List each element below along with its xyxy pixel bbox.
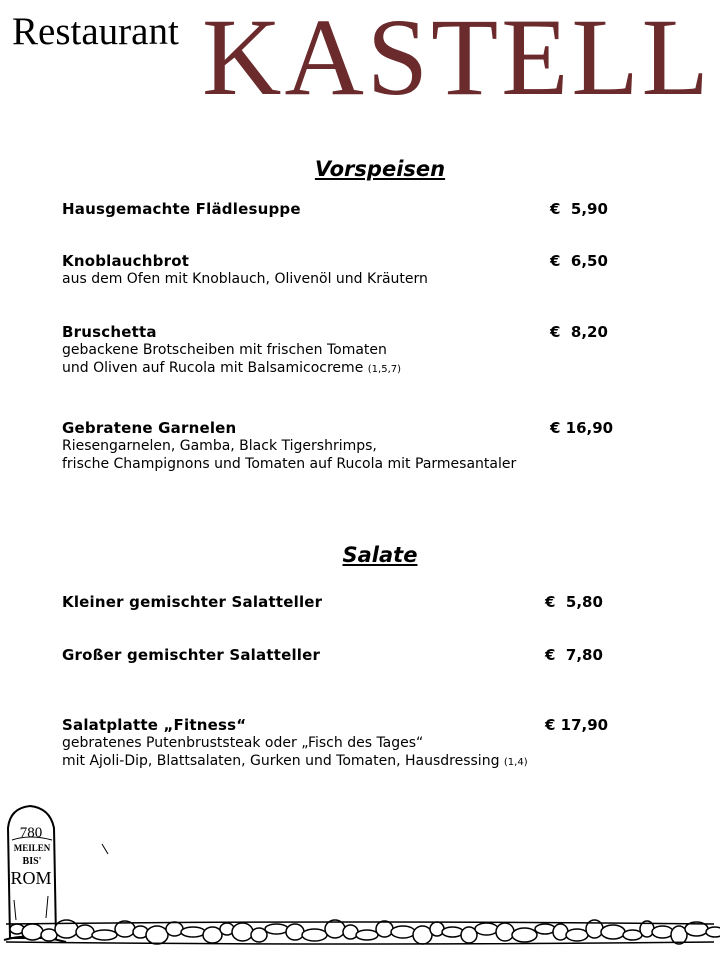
cobblestone <box>512 928 537 942</box>
menu-item <box>62 593 642 611</box>
item-price: € 17,90 <box>545 716 609 734</box>
cobblestone <box>356 930 378 940</box>
menu-item <box>62 200 642 218</box>
cobblestone <box>376 921 393 937</box>
item-description-text: und Oliven auf Rucola mit Balsamicocreme <box>62 360 364 376</box>
cobblestone <box>535 924 555 934</box>
brand-name: KASTELL <box>202 0 712 118</box>
cobblestone <box>302 929 327 941</box>
cobblestone <box>496 923 514 941</box>
menu-item <box>62 323 642 379</box>
cobblestone <box>265 924 288 934</box>
cobblestone <box>286 924 304 940</box>
menu-item <box>62 646 642 664</box>
section-title-salate: Salate <box>342 543 418 567</box>
cobblestone <box>166 922 183 936</box>
cobblestone <box>92 930 117 940</box>
cobblestone <box>623 930 642 940</box>
cobblestone <box>475 923 498 935</box>
item-name: Knoblauchbrot <box>62 252 190 270</box>
cobblestone <box>22 924 43 940</box>
restaurant-label: Restaurant <box>12 10 179 53</box>
cobblestone <box>601 925 625 939</box>
milestone-line: 780 <box>19 825 43 841</box>
cobblestone <box>652 926 673 938</box>
cobblestone <box>413 926 432 944</box>
cobblestone <box>566 929 588 941</box>
menu-item <box>62 252 642 288</box>
item-price: € 7,80 <box>545 646 603 664</box>
pen-stroke-mark <box>100 842 112 856</box>
cobblestone-border <box>0 918 720 952</box>
menu-item <box>62 716 642 772</box>
allergen-codes: (1,5,7) <box>367 364 402 375</box>
item-name: Großer gemischter Salatteller <box>62 646 321 664</box>
cobblestone <box>232 923 253 941</box>
cobblestone <box>343 925 358 939</box>
item-name: Hausgemachte Flädlesuppe <box>62 200 301 218</box>
item-price: € 5,90 <box>550 200 608 218</box>
item-description: gebackene Brotscheiben mit frischen Tomaten <box>62 342 387 358</box>
cobblestone <box>553 924 568 940</box>
item-description <box>62 359 642 379</box>
cobblestone <box>706 927 720 937</box>
item-name: Bruschetta <box>62 323 157 341</box>
border-line <box>6 922 714 924</box>
section-title-vorspeisen: Vorspeisen <box>314 157 446 181</box>
item-price: € 16,90 <box>550 419 614 437</box>
cobblestone <box>391 926 415 938</box>
item-name: Gebratene Garnelen <box>62 419 237 437</box>
cobblestone <box>203 927 222 943</box>
milestone-line: MEILEN <box>13 843 51 853</box>
allergen-codes: (1,4) <box>503 757 528 768</box>
item-description: Riesengarnelen, Gamba, Black Tigershrimps, <box>62 438 377 454</box>
border-line <box>6 942 714 944</box>
cobblestone <box>76 925 94 939</box>
cobblestone <box>146 926 168 944</box>
milestone-line: ROM <box>10 868 52 888</box>
item-name: Salatplatte „Fitness“ <box>62 716 247 734</box>
menu-item <box>62 419 642 473</box>
item-name: Kleiner gemischter Salatteller <box>62 593 323 611</box>
item-description: aus dem Ofen mit Knoblauch, Olivenöl und Kräutern <box>62 271 428 287</box>
milestone-line: BIS' <box>22 856 42 867</box>
cobblestone <box>181 927 205 937</box>
item-price: € 8,20 <box>550 323 608 341</box>
item-description <box>62 752 642 772</box>
item-description-text: mit Ajoli-Dip, Blattsalaten, Gurken und Tomaten, Hausdressing <box>62 753 500 769</box>
cobblestone <box>442 927 463 937</box>
item-price: € 6,50 <box>550 252 608 270</box>
item-description: frische Champignons und Tomaten auf Rucola mit Parmesantaler <box>62 456 517 472</box>
item-description: gebratenes Putenbruststeak oder „Fisch des Tages“ <box>62 735 424 751</box>
item-price: € 5,80 <box>545 593 603 611</box>
